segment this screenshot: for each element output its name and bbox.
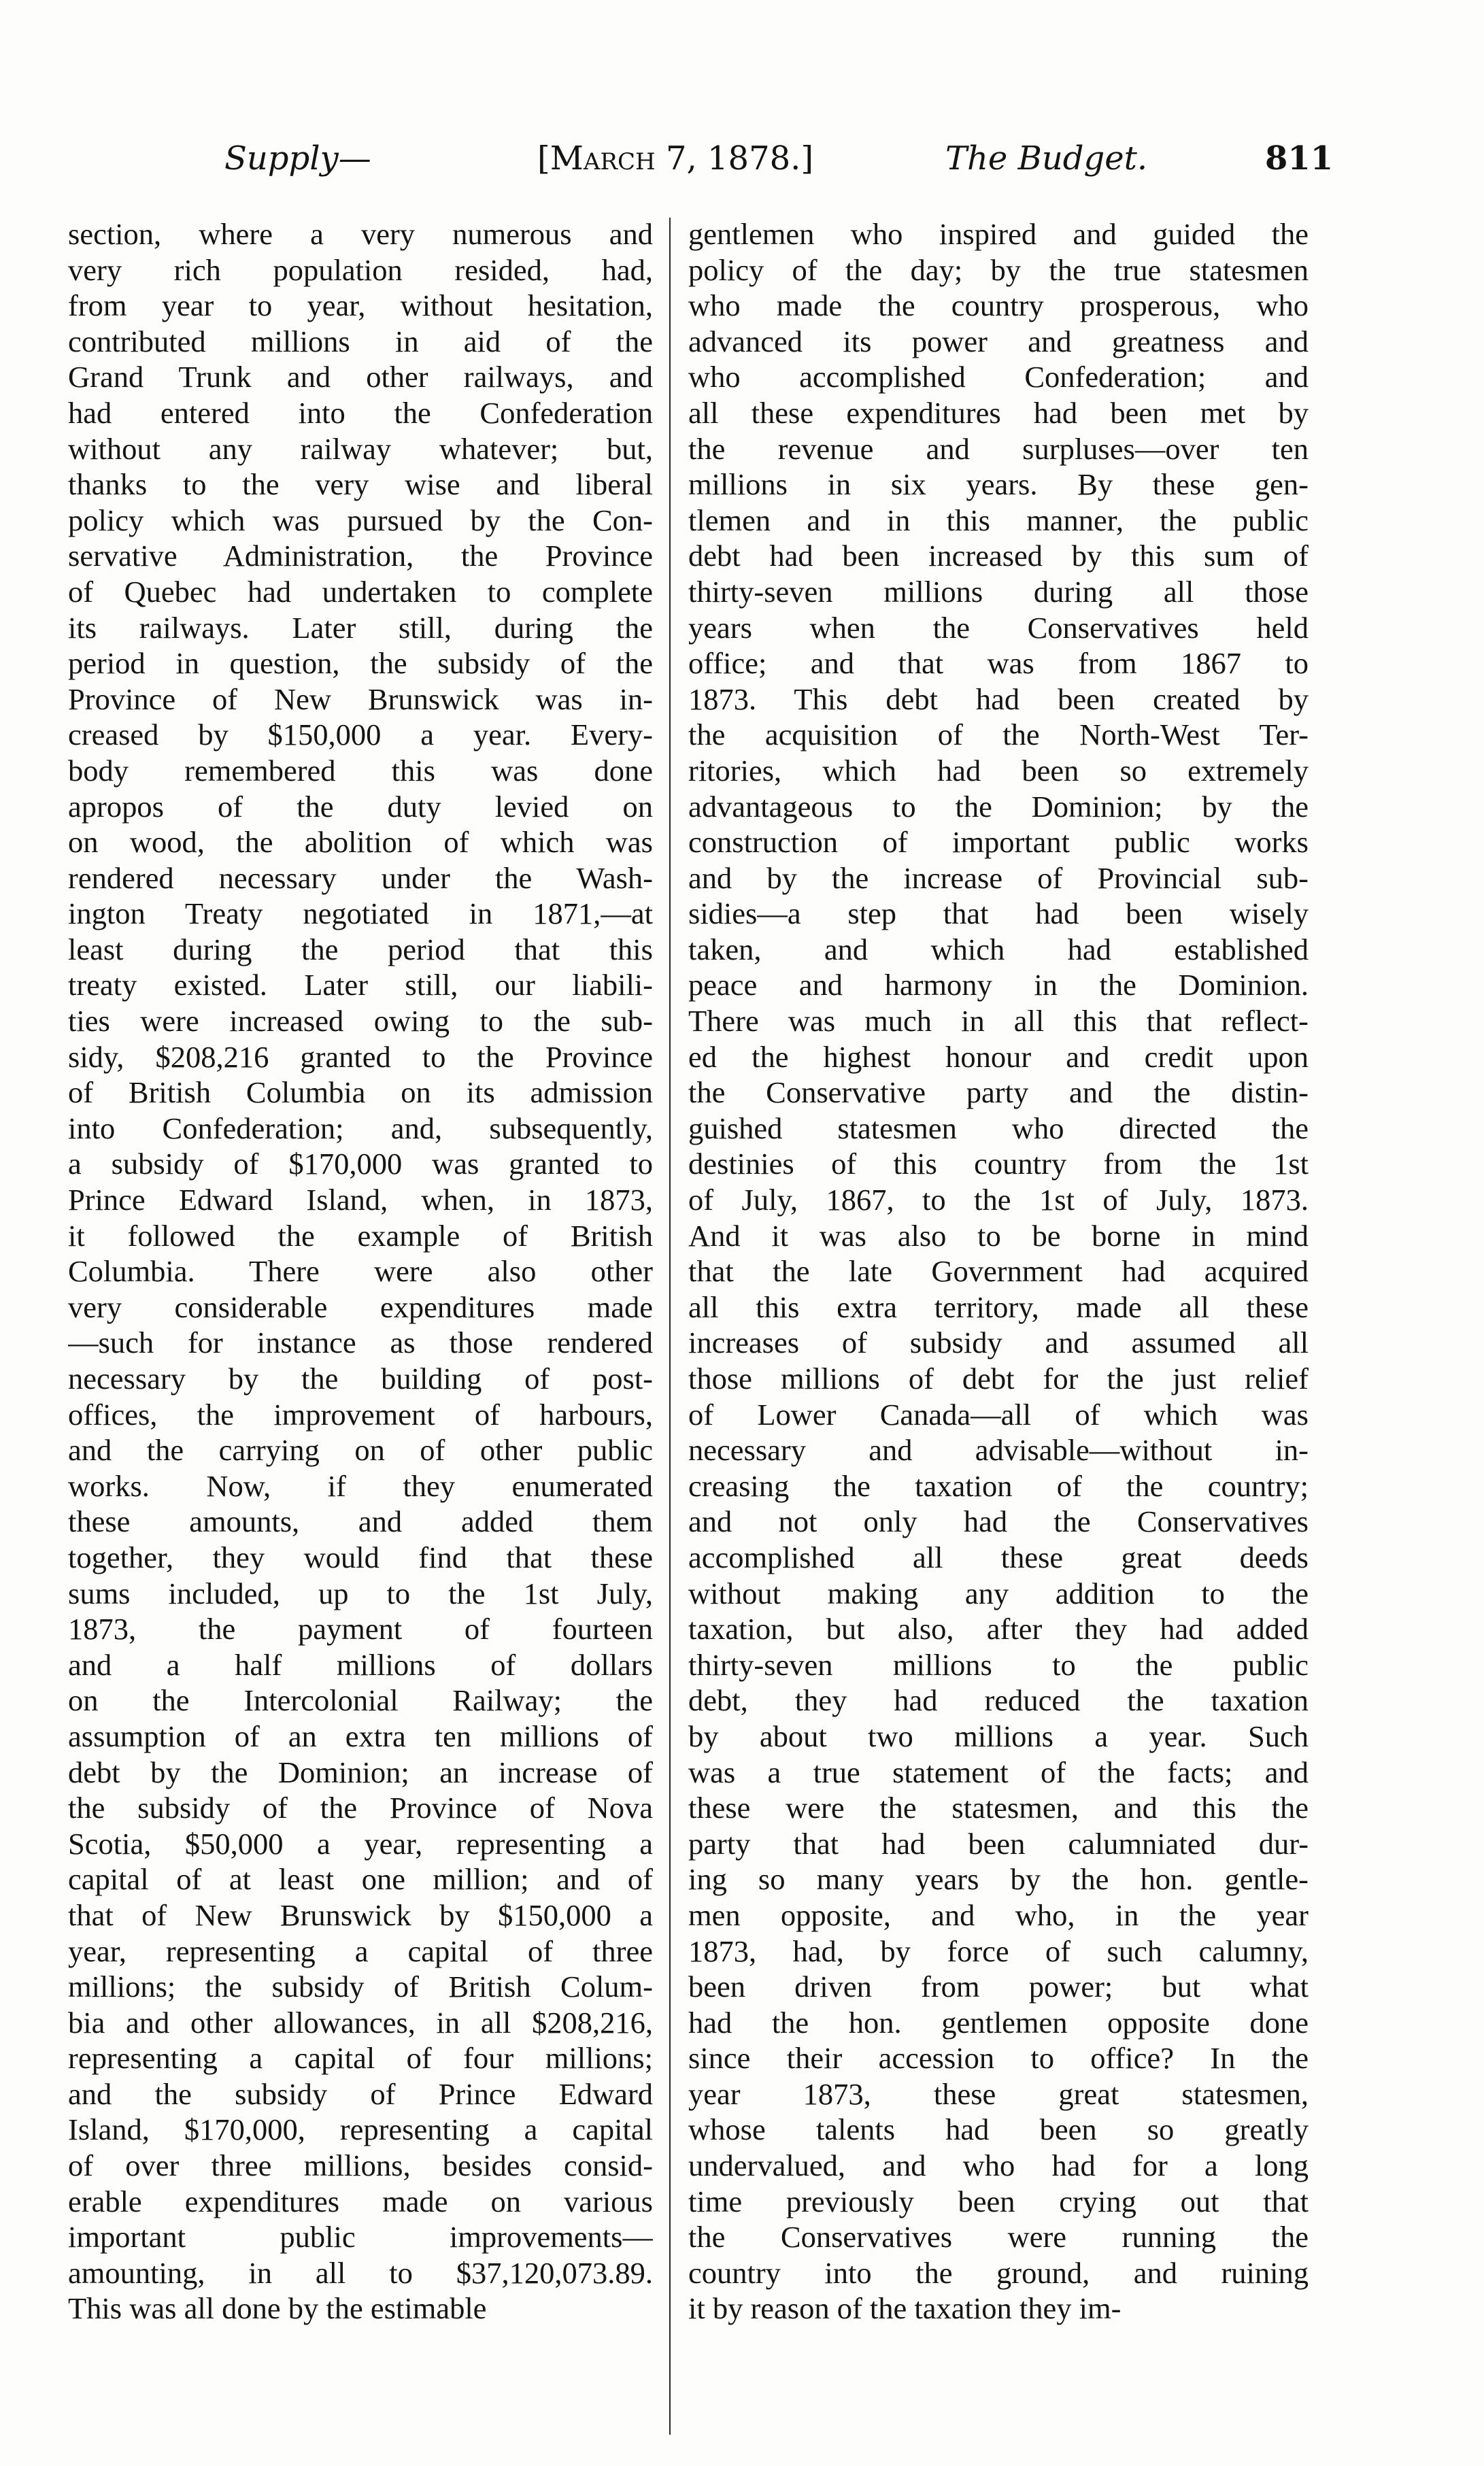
left-column-line: apropos of the duty levied on — [68, 789, 653, 824]
header-date-month: March — [550, 139, 656, 178]
left-column-line: and the carrying on of other public — [68, 1433, 653, 1468]
right-column-line: creasing the taxation of the country; — [688, 1468, 1309, 1503]
left-column-line: This was all done by the estimable — [68, 2291, 487, 2326]
right-column-line: all this extra territory, made all these — [688, 1289, 1309, 1324]
left-column-line: on the Intercolonial Railway; the — [68, 1683, 653, 1718]
right-column-line: necessary and advisable—without in- — [688, 1433, 1309, 1468]
left-column-line: ington Treaty negotiated in 1871,—at — [68, 896, 653, 931]
right-column-line: country into the ground, and ruining — [688, 2255, 1309, 2290]
right-column-line: the Conservatives were running the — [688, 2220, 1309, 2254]
left-column-line: millions; the subsidy of British Colum- — [68, 1970, 653, 2004]
left-column-line: these amounts, and added them — [68, 1504, 653, 1539]
right-column-line: these were the statesmen, and this the — [688, 1791, 1309, 1825]
right-column-line: the revenue and surpluses—over ten — [688, 431, 1309, 466]
left-column-line: a subsidy of $170,000 was granted to — [68, 1147, 653, 1181]
left-column-line: bia and other allowances, in all $208,216, — [68, 2005, 653, 2040]
header-topic: The Budget. — [945, 139, 1148, 178]
left-column-line: of Quebec had undertaken to complete — [68, 574, 653, 609]
header-date — [537, 139, 813, 178]
left-column-line: Island, $170,000, representing a capital — [68, 2112, 653, 2147]
right-column-line: the Conservative party and the distin- — [688, 1075, 1309, 1110]
header-section-title: Supply— — [224, 139, 371, 178]
left-column-line: its railways. Later still, during the — [68, 610, 653, 645]
right-column-line: guished statesmen who directed the — [688, 1111, 1309, 1145]
right-column-line: and not only had the Conservatives — [688, 1504, 1309, 1539]
right-column-line: without making any addition to the — [688, 1576, 1309, 1610]
right-column-line: who made the country prosperous, who — [688, 288, 1309, 323]
right-column-line: all these expenditures had been met by — [688, 395, 1309, 430]
left-column-line: works. Now, if they enumerated — [68, 1468, 653, 1503]
right-column-line: men opposite, and who, in the year — [688, 1897, 1309, 1932]
right-column-line: construction of important public works — [688, 825, 1309, 860]
left-column-line: rendered necessary under the Wash- — [68, 860, 653, 895]
left-column-line: treaty existed. Later still, our liabili- — [68, 968, 653, 1002]
left-column-line: creased by $150,000 a year. Every- — [68, 717, 653, 752]
left-column-line: of British Columbia on its admission — [68, 1075, 653, 1110]
left-column-line: —such for instance as those rendered — [68, 1325, 653, 1360]
right-column-line: policy of the day; by the true statesmen — [688, 252, 1309, 287]
right-column-line: ritories, which had been so extremely — [688, 753, 1309, 788]
running-header — [224, 139, 1347, 194]
right-column-line: taken, and which had established — [688, 932, 1309, 966]
left-column-line: least during the period that this — [68, 932, 653, 966]
right-column-line: undervalued, and who had for a long — [688, 2148, 1309, 2183]
right-column-line: ing so many years by the hon. gentle- — [688, 1862, 1309, 1897]
left-column-line: servative Administration, the Province — [68, 539, 653, 573]
right-column-line: debt had been increased by this sum of — [688, 539, 1309, 573]
right-column-line: gentlemen who inspired and guided the — [688, 217, 1309, 251]
left-column-line: erable expenditures made on various — [68, 2184, 653, 2218]
left-column-line: from year to year, without hesitation, — [68, 288, 653, 323]
left-column-line: assumption of an extra ten millions of — [68, 1719, 653, 1753]
left-column-line: contributed millions in aid of the — [68, 324, 653, 358]
left-column — [68, 216, 653, 2327]
right-column-line: tlemen and in this manner, the public — [688, 503, 1309, 537]
right-column-line: peace and harmony in the Dominion. — [688, 968, 1309, 1002]
left-column-line: capital of at least one million; and of — [68, 1862, 653, 1897]
right-column-line: by about two millions a year. Such — [688, 1719, 1309, 1753]
right-column-line: who accomplished Confederation; and — [688, 360, 1309, 394]
right-column-line: year 1873, these great statesmen, — [688, 2076, 1309, 2111]
left-column-line: Grand Trunk and other railways, and — [68, 360, 653, 394]
right-column-line: time previously been crying out that — [688, 2184, 1309, 2218]
left-column-line: and a half millions of dollars — [68, 1647, 653, 1682]
right-column-line: advanced its power and greatness and — [688, 324, 1309, 358]
left-column-line: representing a capital of four millions; — [68, 2041, 653, 2076]
right-column-line: party that had been calumniated dur- — [688, 1826, 1309, 1861]
left-column-line: very rich population resided, had, — [68, 252, 653, 287]
right-column-line: thirty-seven millions to the public — [688, 1647, 1309, 1682]
left-column-line: policy which was pursued by the Con- — [68, 503, 653, 537]
left-column-line: 1873, the payment of fourteen — [68, 1612, 653, 1646]
left-column-line: into Confederation; and, subsequently, — [68, 1111, 653, 1145]
left-column-line: sums included, up to the 1st July, — [68, 1576, 653, 1610]
right-column-line: that the late Government had acquired — [688, 1254, 1309, 1289]
right-column-line: thirty-seven millions during all those — [688, 574, 1309, 609]
right-column-line: had the hon. gentlemen opposite done — [688, 2005, 1309, 2040]
left-column-line: body remembered this was done — [68, 753, 653, 788]
left-column-line: and the subsidy of Prince Edward — [68, 2076, 653, 2111]
right-column-line: There was much in all this that reflect- — [688, 1004, 1309, 1038]
left-column-line: Scotia, $50,000 a year, representing a — [68, 1826, 653, 1861]
right-column-line: destinies of this country from the 1st — [688, 1147, 1309, 1181]
right-column-line: office; and that was from 1867 to — [688, 646, 1309, 681]
right-column-line: since their accession to office? In the — [688, 2041, 1309, 2076]
left-column-line: had entered into the Confederation — [68, 395, 653, 430]
left-column-line: debt by the Dominion; an increase of — [68, 1755, 653, 1789]
left-column-line: Province of New Brunswick was in- — [68, 681, 653, 716]
left-column-line: of over three millions, besides consid- — [68, 2148, 653, 2183]
right-column-line: it by reason of the taxation they im- — [688, 2291, 1122, 2326]
left-column-line: together, they would find that these — [68, 1540, 653, 1574]
right-column-line: been driven from power; but what — [688, 1970, 1309, 2004]
right-column-line: sidies—a step that had been wisely — [688, 896, 1309, 931]
left-column-line: ties were increased owing to the sub- — [68, 1004, 653, 1038]
column-divider — [669, 218, 671, 2435]
right-column-line: debt, they had reduced the taxation — [688, 1683, 1309, 1718]
right-column — [688, 216, 1309, 2327]
left-column-line: Prince Edward Island, when, in 1873, — [68, 1183, 653, 1217]
left-column-line: year, representing a capital of three — [68, 1933, 653, 1968]
left-column-line: thanks to the very wise and liberal — [68, 467, 653, 502]
right-column-line: was a true statement of the facts; and — [688, 1755, 1309, 1789]
left-column-line: amounting, in all to $37,120,073.89. — [68, 2255, 653, 2290]
right-column-line: And it was also to be borne in mind — [688, 1218, 1309, 1253]
left-column-line: important public improvements— — [68, 2220, 653, 2254]
right-column-line: those millions of debt for the just relief — [688, 1362, 1309, 1396]
right-column-line: 1873. This debt had been created by — [688, 681, 1309, 716]
right-column-line: accomplished all these great deeds — [688, 1540, 1309, 1574]
right-column-line: of Lower Canada—all of which was — [688, 1397, 1309, 1432]
left-column-line: section, where a very numerous and — [68, 217, 653, 251]
right-column-line: millions in six years. By these gen- — [688, 467, 1309, 502]
right-column-line: years when the Conservatives held — [688, 610, 1309, 645]
left-column-line: on wood, the abolition of which was — [68, 825, 653, 860]
left-column-line: very considerable expenditures made — [68, 1289, 653, 1324]
left-column-line: the subsidy of the Province of Nova — [68, 1791, 653, 1825]
left-column-line: that of New Brunswick by $150,000 a — [68, 1897, 653, 1932]
left-column-line: necessary by the building of post- — [68, 1362, 653, 1396]
right-column-line: ed the highest honour and credit upon — [688, 1039, 1309, 1074]
right-column-line: the acquisition of the North-West Ter- — [688, 717, 1309, 752]
header-date-open: [ — [537, 139, 550, 178]
header-date-rest: 7, 1878.] — [655, 139, 814, 178]
left-column-line: period in question, the subsidy of the — [68, 646, 653, 681]
left-column-line: it followed the example of British — [68, 1218, 653, 1253]
right-column-line: taxation, but also, after they had added — [688, 1612, 1309, 1646]
right-column-line: whose talents had been so greatly — [688, 2112, 1309, 2147]
left-column-line: without any railway whatever; but, — [68, 431, 653, 466]
right-column-line: advantageous to the Dominion; by the — [688, 789, 1309, 824]
page-number: 811 — [1265, 139, 1334, 178]
right-column-line: increases of subsidy and assumed all — [688, 1325, 1309, 1360]
right-column-line: of July, 1867, to the 1st of July, 1873. — [688, 1183, 1309, 1217]
right-column-line: and by the increase of Provincial sub- — [688, 860, 1309, 895]
left-column-line: offices, the improvement of harbours, — [68, 1397, 653, 1432]
left-column-line: sidy, $208,216 granted to the Province — [68, 1039, 653, 1074]
left-column-line: Columbia. There were also other — [68, 1254, 653, 1289]
right-column-line: 1873, had, by force of such calumny, — [688, 1933, 1309, 1968]
